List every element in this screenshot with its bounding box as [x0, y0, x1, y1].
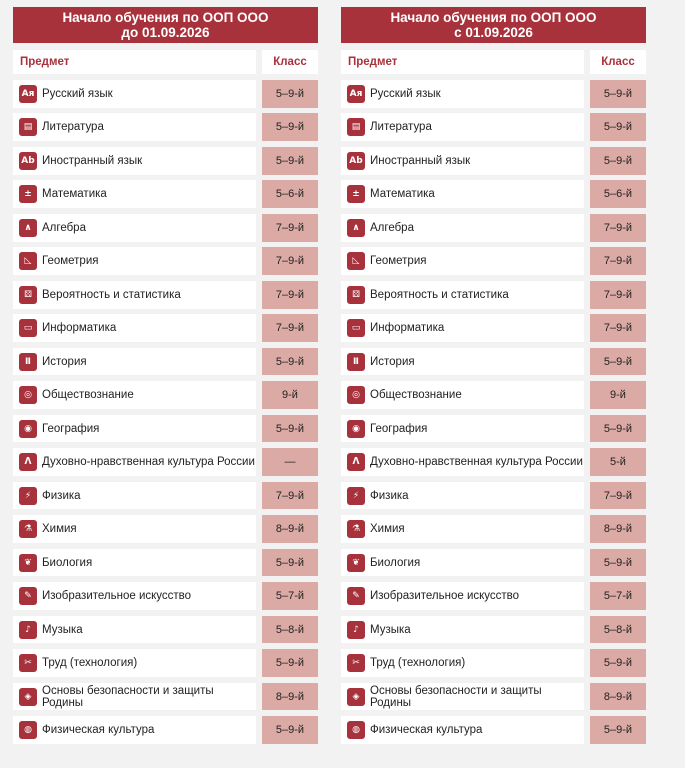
grade-cell: 5–9-й	[590, 549, 646, 577]
sports-ball-icon: ◍	[19, 721, 37, 739]
grade-cell: 5-й	[590, 448, 646, 476]
title-line2: с 01.09.2026	[454, 25, 533, 40]
grade-cell: 5–8-й	[262, 616, 318, 644]
subject-label: История	[42, 355, 87, 368]
grade-cell: 5–7-й	[590, 582, 646, 610]
subject-label: Геометрия	[370, 255, 427, 268]
geometry-icon: ◺	[19, 252, 37, 270]
subject-cell	[341, 649, 584, 677]
subject-label: Химия	[42, 523, 77, 536]
table-row	[341, 448, 646, 476]
computer-icon: ▭	[347, 319, 365, 337]
grade-cell: 5–7-й	[262, 582, 318, 610]
subject-cell	[13, 113, 256, 141]
column-class: Класс	[262, 50, 318, 74]
grade-cell: 9-й	[262, 381, 318, 409]
grade-cell: 5–9-й	[590, 649, 646, 677]
grade-cell: 5–6-й	[262, 180, 318, 208]
subject-cell	[13, 147, 256, 175]
table-row	[13, 415, 318, 443]
subject-cell	[13, 214, 256, 242]
subject-label: Математика	[370, 188, 435, 201]
subject-cell	[13, 549, 256, 577]
grade-cell: 7–9-й	[262, 314, 318, 342]
globe-icon: ◎	[19, 386, 37, 404]
algebra-compass-icon: ∧	[347, 219, 365, 237]
grade-cell: 5–9-й	[262, 147, 318, 175]
subject-cell	[341, 616, 584, 644]
geography-icon: ◉	[347, 420, 365, 438]
table-row	[13, 180, 318, 208]
subject-cell	[13, 683, 256, 711]
sports-ball-icon: ◍	[347, 721, 365, 739]
math-icon: ±	[19, 185, 37, 203]
title-line2: до 01.09.2026	[121, 25, 210, 40]
grade-cell: 5–9-й	[590, 716, 646, 744]
table-row	[341, 683, 646, 711]
grade-cell: 8–9-й	[262, 515, 318, 543]
table-row	[341, 214, 646, 242]
grade-cell: 8–9-й	[262, 683, 318, 711]
table-header	[341, 7, 646, 43]
music-icon: ♪	[347, 621, 365, 639]
subject-label: География	[370, 422, 428, 435]
biology-plant-icon: ❦	[19, 554, 37, 572]
russian-language-icon: Ая	[19, 85, 37, 103]
grade-cell: —	[262, 448, 318, 476]
table-row	[341, 247, 646, 275]
grade-cell: 7–9-й	[590, 314, 646, 342]
column-class: Класс	[590, 50, 646, 74]
subject-cell	[341, 716, 584, 744]
subject-cell	[13, 649, 256, 677]
table-row	[341, 314, 646, 342]
subject-label: Алгебра	[370, 221, 414, 234]
table-header	[13, 7, 318, 43]
table-row	[341, 348, 646, 376]
music-icon: ♪	[19, 621, 37, 639]
subject-label: Информатика	[42, 322, 117, 335]
table-row	[13, 448, 318, 476]
russian-language-icon: Ая	[347, 85, 365, 103]
subject-cell	[13, 314, 256, 342]
subject-label: История	[370, 355, 415, 368]
grade-cell: 5–9-й	[262, 415, 318, 443]
subject-cell	[341, 113, 584, 141]
table-row	[13, 348, 318, 376]
table-row	[13, 214, 318, 242]
grade-cell: 7–9-й	[262, 247, 318, 275]
table-row	[13, 80, 318, 108]
subject-label: Музыка	[370, 623, 411, 636]
subject-cell	[13, 415, 256, 443]
table-row	[13, 515, 318, 543]
chemistry-flask-icon: ⚗	[19, 520, 37, 538]
column-subject: Предмет	[341, 50, 584, 74]
column-subject: Предмет	[13, 50, 256, 74]
subject-label: Обществознание	[42, 389, 134, 402]
title-line1: Начало обучения по ООП ООО	[62, 10, 269, 25]
left-table	[13, 7, 318, 750]
grade-cell: 7–9-й	[262, 482, 318, 510]
subject-label: Музыка	[42, 623, 83, 636]
column-headers	[13, 50, 318, 74]
grade-cell: 7–9-й	[590, 214, 646, 242]
probability-icon: ⚄	[347, 286, 365, 304]
table-row	[13, 683, 318, 711]
table-row	[13, 281, 318, 309]
grade-cell: 5–6-й	[590, 180, 646, 208]
subject-label: Иностранный язык	[42, 154, 143, 167]
subject-cell	[341, 482, 584, 510]
subject-label: Труд (технология)	[370, 657, 466, 670]
right-table	[341, 7, 646, 750]
subject-label: Биология	[42, 556, 93, 569]
grade-cell: 5–9-й	[262, 549, 318, 577]
subject-cell	[13, 515, 256, 543]
subject-cell	[341, 147, 584, 175]
subject-cell	[13, 381, 256, 409]
subject-label: Русский язык	[370, 87, 441, 100]
subject-cell	[341, 381, 584, 409]
subject-cell	[13, 180, 256, 208]
subject-cell	[341, 515, 584, 543]
history-column-icon: Ⅱ	[19, 353, 37, 371]
safety-shield-icon: ◈	[19, 688, 37, 706]
biology-plant-icon: ❦	[347, 554, 365, 572]
table-row	[13, 582, 318, 610]
subject-cell	[341, 415, 584, 443]
table-row	[13, 649, 318, 677]
art-palette-icon: ✎	[347, 587, 365, 605]
subject-label: Вероятность и статистика	[370, 288, 509, 301]
table-row	[13, 716, 318, 744]
subject-label: Биология	[370, 556, 421, 569]
subject-label: Физическая культура	[370, 724, 483, 736]
foreign-language-icon: Ab	[347, 152, 365, 170]
subject-cell	[341, 80, 584, 108]
table-row	[13, 482, 318, 510]
subject-label: Физическая культура	[42, 724, 155, 736]
subject-cell	[13, 716, 256, 744]
subject-label: Иностранный язык	[370, 154, 471, 167]
probability-icon: ⚄	[19, 286, 37, 304]
grade-cell: 9-й	[590, 381, 646, 409]
grade-cell: 5–9-й	[590, 147, 646, 175]
rows	[13, 80, 318, 744]
grade-cell: 5–9-й	[590, 415, 646, 443]
subject-cell	[13, 281, 256, 309]
subject-label: Математика	[42, 188, 107, 201]
subject-cell	[13, 448, 256, 476]
table-row	[13, 147, 318, 175]
history-column-icon: Ⅱ	[347, 353, 365, 371]
table-row	[13, 247, 318, 275]
chemistry-flask-icon: ⚗	[347, 520, 365, 538]
table-row	[13, 314, 318, 342]
subject-label: Химия	[370, 523, 405, 536]
table-row	[341, 549, 646, 577]
art-palette-icon: ✎	[19, 587, 37, 605]
praying-hands-icon: ᐱ	[347, 453, 365, 471]
subject-cell	[13, 247, 256, 275]
literature-book-icon: ▤	[19, 118, 37, 136]
grade-cell: 7–9-й	[262, 281, 318, 309]
physics-icon: ⚡	[347, 487, 365, 505]
subject-cell	[13, 348, 256, 376]
subject-label: Основы безопасности и защиты Родины	[370, 684, 542, 709]
table-row	[13, 381, 318, 409]
table-row	[341, 147, 646, 175]
title-line1: Начало обучения по ООП ООО	[390, 10, 597, 25]
table-row	[341, 113, 646, 141]
safety-shield-icon: ◈	[347, 688, 365, 706]
grade-cell: 5–9-й	[262, 80, 318, 108]
subject-cell	[341, 683, 584, 711]
table-row	[341, 80, 646, 108]
subject-label: Обществознание	[370, 389, 462, 402]
grade-cell: 5–9-й	[262, 716, 318, 744]
subject-cell	[13, 582, 256, 610]
grade-cell: 5–8-й	[590, 616, 646, 644]
tools-icon: ✂	[347, 654, 365, 672]
grade-cell: 7–9-й	[590, 281, 646, 309]
subject-label: Изобразительное искусство	[42, 590, 192, 603]
subject-label: Труд (технология)	[42, 657, 138, 670]
table-row	[341, 381, 646, 409]
table-row	[341, 281, 646, 309]
subject-cell	[341, 247, 584, 275]
table-row	[341, 616, 646, 644]
subject-label: Литература	[370, 121, 432, 134]
table-row	[341, 180, 646, 208]
table-row	[341, 582, 646, 610]
grade-cell: 5–9-й	[590, 348, 646, 376]
physics-icon: ⚡	[19, 487, 37, 505]
geometry-icon: ◺	[347, 252, 365, 270]
grade-cell: 8–9-й	[590, 515, 646, 543]
subject-cell	[13, 482, 256, 510]
grade-cell: 8–9-й	[590, 683, 646, 711]
table-row	[341, 482, 646, 510]
table-row	[341, 415, 646, 443]
grade-cell: 5–9-й	[262, 348, 318, 376]
math-icon: ±	[347, 185, 365, 203]
literature-book-icon: ▤	[347, 118, 365, 136]
grade-cell: 5–9-й	[262, 649, 318, 677]
subject-cell	[341, 582, 584, 610]
grade-cell: 5–9-й	[590, 80, 646, 108]
subject-cell	[341, 549, 584, 577]
table-row	[13, 549, 318, 577]
subject-label: Геометрия	[42, 255, 99, 268]
column-headers	[341, 50, 646, 74]
algebra-compass-icon: ∧	[19, 219, 37, 237]
grade-cell: 5–9-й	[590, 113, 646, 141]
foreign-language-icon: Ab	[19, 152, 37, 170]
subject-label: Алгебра	[42, 221, 86, 234]
subject-label: Основы безопасности и защиты Родины	[42, 684, 214, 709]
table-row	[341, 649, 646, 677]
subject-cell	[341, 314, 584, 342]
geography-icon: ◉	[19, 420, 37, 438]
subject-label: Информатика	[370, 322, 445, 335]
subject-cell	[341, 348, 584, 376]
subject-label: Духовно-нравственная культура России	[370, 456, 583, 469]
table-row	[341, 716, 646, 744]
subject-cell	[341, 281, 584, 309]
grade-cell: 7–9-й	[262, 214, 318, 242]
globe-icon: ◎	[347, 386, 365, 404]
subject-label: Вероятность и статистика	[42, 288, 181, 301]
subject-cell	[341, 180, 584, 208]
grade-cell: 5–9-й	[262, 113, 318, 141]
subject-label: Русский язык	[42, 87, 113, 100]
tools-icon: ✂	[19, 654, 37, 672]
table-row	[13, 616, 318, 644]
table-row	[13, 113, 318, 141]
grade-cell: 7–9-й	[590, 247, 646, 275]
subject-cell	[13, 616, 256, 644]
subject-label: Духовно-нравственная культура России	[42, 456, 255, 469]
subject-label: География	[42, 422, 100, 435]
subject-label: Физика	[42, 489, 81, 502]
subject-cell	[13, 80, 256, 108]
computer-icon: ▭	[19, 319, 37, 337]
subject-label: Физика	[370, 489, 409, 502]
grade-cell: 7–9-й	[590, 482, 646, 510]
subject-cell	[341, 448, 584, 476]
rows	[341, 80, 646, 744]
subject-cell	[341, 214, 584, 242]
table-row	[341, 515, 646, 543]
praying-hands-icon: ᐱ	[19, 453, 37, 471]
subject-label: Изобразительное искусство	[370, 590, 520, 603]
subject-label: Литература	[42, 121, 104, 134]
